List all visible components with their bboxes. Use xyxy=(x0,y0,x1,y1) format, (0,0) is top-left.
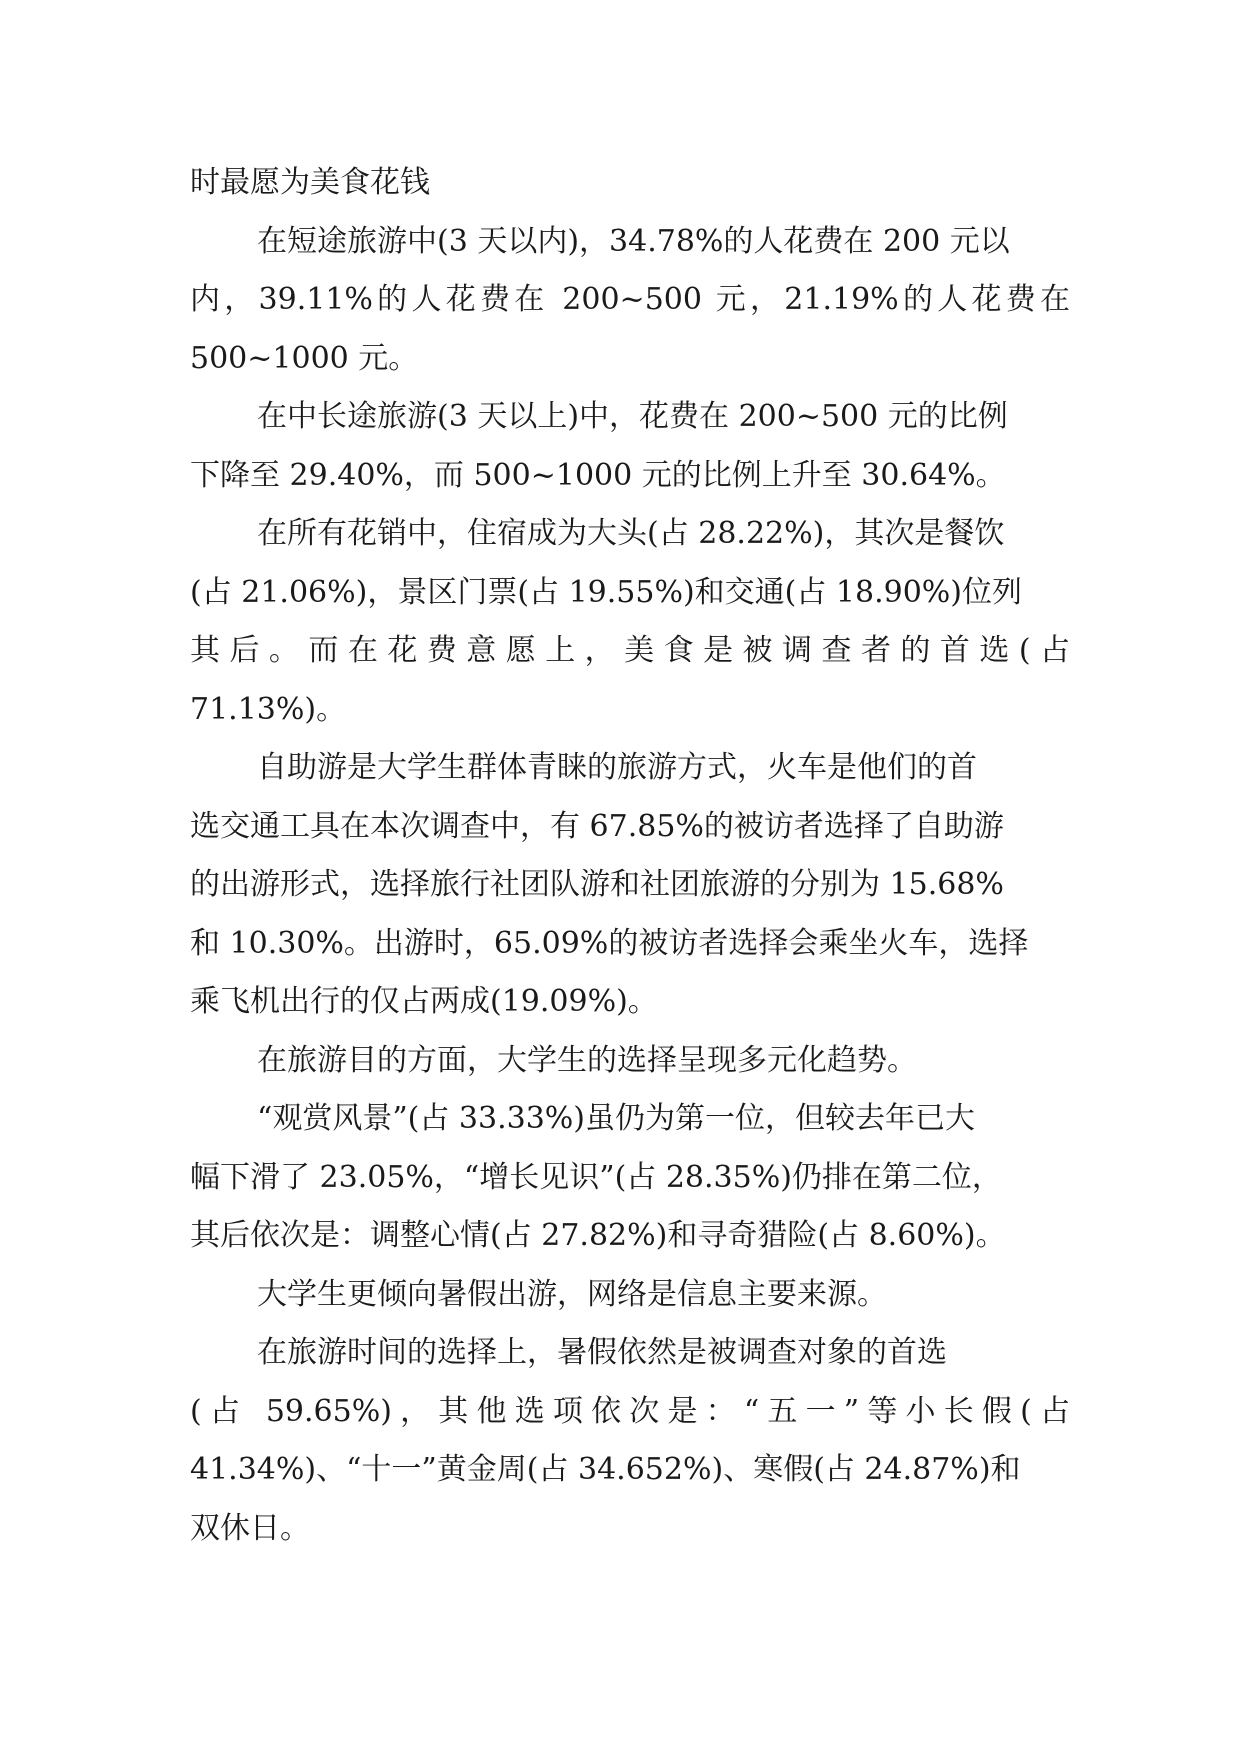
text-line: 选交通工具在本次调查中，有 67.85%的被访者选择了自助游 xyxy=(190,808,1004,844)
text-line: 幅下滑了 23.05%，“增长见识”(占 28.35%)仍排在第二位， xyxy=(190,1159,1002,1195)
text-line: 71.13%)。 xyxy=(190,691,347,727)
text-line: 的出游形式，选择旅行社团队游和社团旅游的分别为 15.68% xyxy=(190,867,1004,902)
text-line: 在中长途旅游(3 天以上)中，花费在 200~500 元的比例 xyxy=(257,399,1008,434)
text-line: 和 10.30%。出游时，65.09%的被访者选择会乘坐火车，选择 xyxy=(190,925,1029,961)
text-line: 大学生更倾向暑假出游，网络是信息主要来源。 xyxy=(257,1276,887,1312)
document-page xyxy=(190,154,1070,1558)
text-line: 在短途旅游中(3 天以内)，34.78%的人花费在 200 元以 xyxy=(257,223,1010,259)
text-line: 500~1000 元。 xyxy=(190,340,419,376)
text-line: “观赏风景”(占 33.33%)虽仍为第一位，但较去年已大 xyxy=(257,1101,976,1136)
text-line: 其后。而在花费意愿上，美食是被调查者的首选(占 xyxy=(190,633,1070,668)
text-line: 内，39.11%的人花费在 200~500 元，21.19%的人花费在 xyxy=(190,282,1070,317)
text-line: 其后依次是：调整心情(占 27.82%)和寻奇猎险(占 8.60%)。 xyxy=(190,1218,1006,1253)
text-line: 时最愿为美食花钱 xyxy=(190,165,430,200)
text-line: 在所有花销中，住宿成为大头(占 28.22%)，其次是餐饮 xyxy=(257,516,1005,551)
text-line: 自助游是大学生群体青睐的旅游方式，火车是他们的首 xyxy=(257,750,977,785)
text-line: 乘飞机出行的仅占两成(19.09%)。 xyxy=(190,984,658,1019)
text-line: 双休日。 xyxy=(190,1510,310,1546)
text-line: (占 21.06%)，景区门票(占 19.55%)和交通(占 18.90%)位列 xyxy=(190,574,1023,610)
text-line: 在旅游目的方面，大学生的选择呈现多元化趋势。 xyxy=(257,1042,917,1078)
text-line: 41.34%)、“十一”黄金周(占 34.652%)、寒假(占 24.87%)和 xyxy=(190,1452,1021,1487)
text-line: 下降至 29.40%，而 500~1000 元的比例上升至 30.64%。 xyxy=(190,457,1006,493)
text-line: 在旅游时间的选择上，暑假依然是被调查对象的首选 xyxy=(257,1335,947,1370)
text-line: (占 59.65%)，其他选项依次是：“五一”等小长假(占 xyxy=(190,1393,1070,1429)
